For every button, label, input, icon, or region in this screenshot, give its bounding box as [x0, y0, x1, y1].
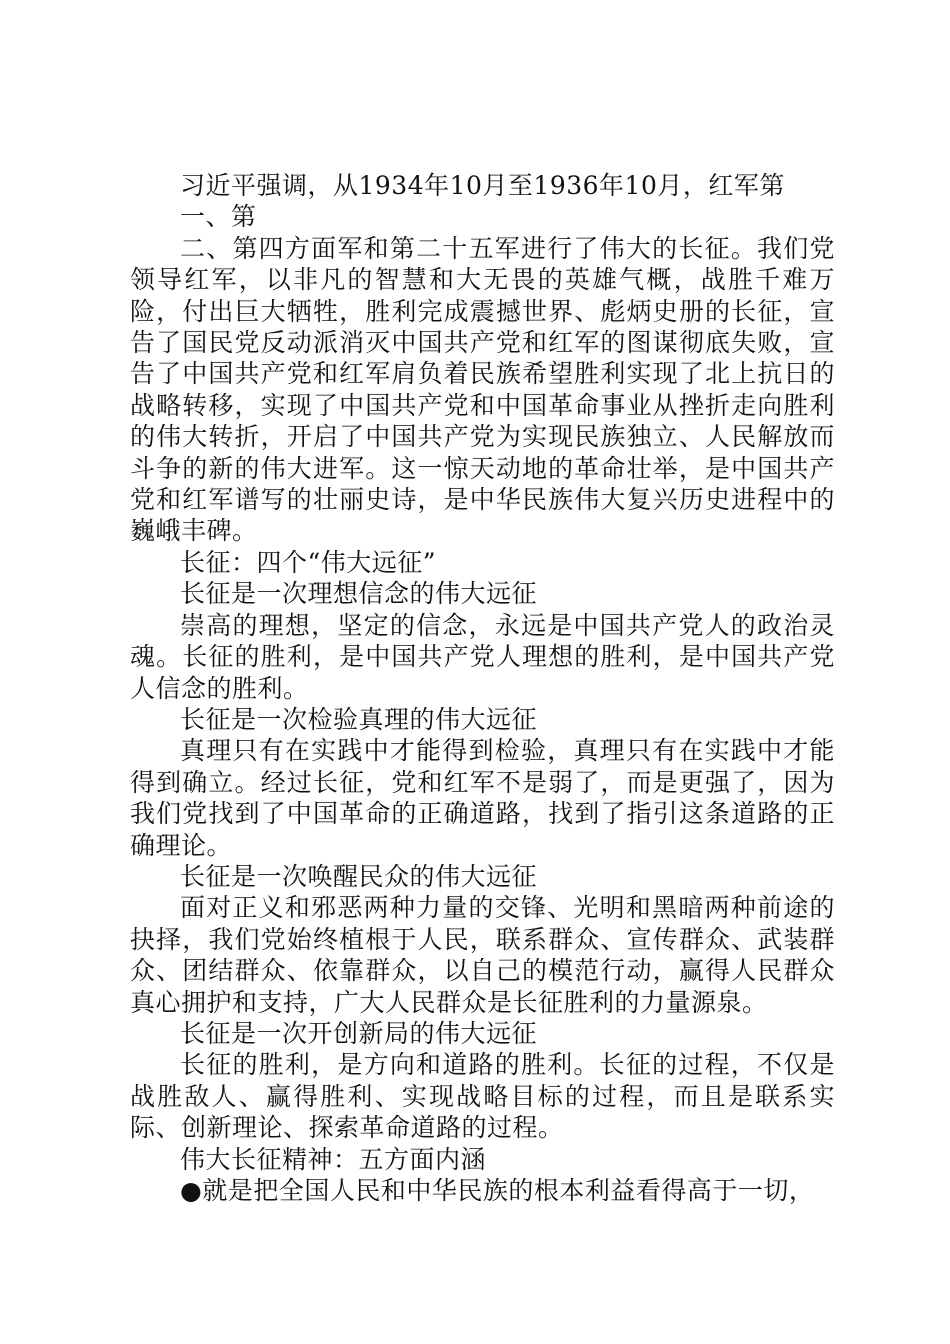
bullet-item	[130, 1175, 835, 1206]
bullet-text: 就是把全国人民和中华民族的根本利益看得高于一切，	[202, 1176, 815, 1205]
paragraph-intro-cont: 一、第	[180, 202, 257, 232]
paragraph-awaken: 面对正义和邪恶两种力量的交锋、光明和黑暗两种前途的抉择，我们党始终植根于人民，联系群众、宣传群众、武装群众、团结群众、依靠群众，以自己的模范行动，赢得人民群众真心拥护和支持，广大人民群众是长征胜利的力量源泉。	[130, 893, 835, 1017]
paragraph-truth: 真理只有在实践中才能得到检验，真理只有在实践中才能得到确立。经过长征，党和红军不是弱了，而是更强了，因为我们党找到了中国革命的正确道路，找到了指引这条道路的正确理论。	[130, 736, 835, 860]
heading-truth: 长征是一次检验真理的伟大远征	[180, 704, 538, 734]
paragraph-new-era: 长征的胜利，是方向和道路的胜利。长征的过程，不仅是战胜敌人、赢得胜利、实现战略目标的过程，而且是联系实际、创新理论、探索革命道路的过程。	[130, 1050, 835, 1143]
heading-new-era: 长征是一次开创新局的伟大远征	[180, 1018, 538, 1048]
document-page	[130, 170, 835, 1206]
heading-spirit: 伟大长征精神：五方面内涵	[180, 1144, 487, 1174]
bullet-dot-icon: ●	[180, 1176, 203, 1205]
paragraph-long-march: 二、第四方面军和第二十五军进行了伟大的长征。我们党领导红军，以非凡的智慧和大无畏的英雄气概，战胜千难万险，付出巨大牺牲，胜利完成震撼世界、彪炳史册的长征，宣告了国民党反动派消灭中国共产党和红军的图谋彻底失败，宣告了中国共产党和红军肩负着民族希望胜利实现了北上抗日的战略转移，实现了中国共产党和中国革命事业从挫折走向胜利的伟大转折，开启了中国共产党为实现民族独立、人民解放而斗争的新的伟大进军。这一惊天动地的革命壮举，是中国共产党和红军谱写的壮丽史诗，是中华民族伟大复兴历史进程中的巍峨丰碑。	[130, 233, 835, 546]
heading-four-expeditions: 长征：四个“伟大远征”	[180, 547, 437, 577]
paragraph-intro: 习近平强调，从1934年10月至1936年10月，红军第	[180, 171, 785, 200]
heading-awaken: 长征是一次唤醒民众的伟大远征	[180, 861, 538, 891]
paragraph-ideals: 崇高的理想，坚定的信念，永远是中国共产党人的政治灵魂。长征的胜利，是中国共产党人理想的胜利，是中国共产党人信念的胜利。	[130, 610, 835, 703]
heading-ideals: 长征是一次理想信念的伟大远征	[180, 579, 538, 609]
